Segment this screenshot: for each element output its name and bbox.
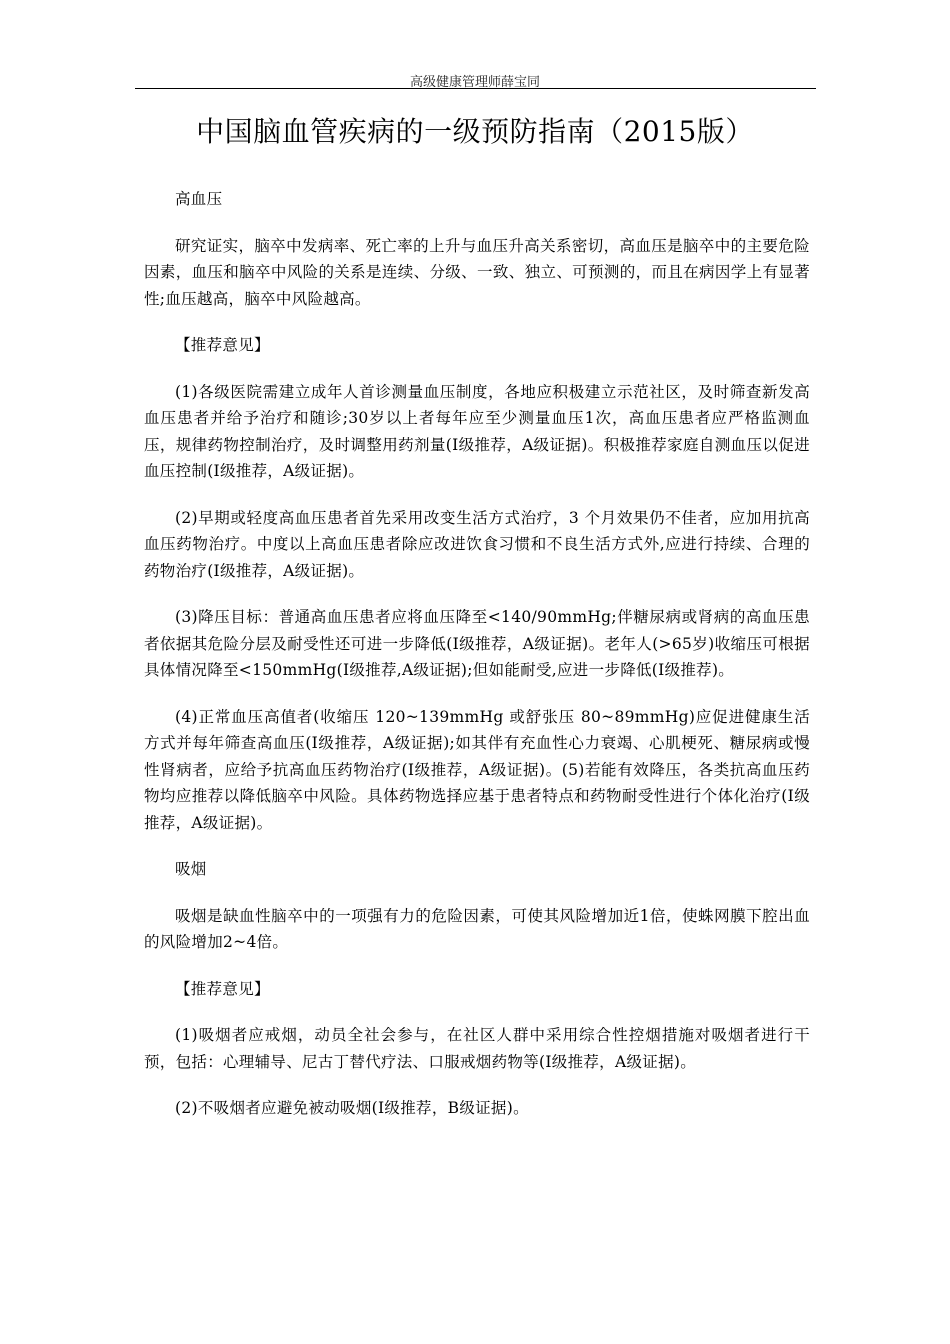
smoking-recommendation-item-1: (1)吸烟者应戒烟，动员全社会参与，在社区人群中采用综合性控烟措施对吸烟者进行干预，包括：心理辅导、尼古丁替代疗法、口服戒烟药物等(I级推荐，A级证据)。: [144, 1026, 810, 1071]
section-heading-smoking: 吸烟: [175, 860, 207, 878]
paragraph-smoking-intro: 吸烟是缺血性脑卒中的一项强有力的危险因素，可使其风险增加近1倍，使蛛网膜下腔出血的风险增加2~4倍。: [144, 906, 810, 951]
recommendation-item-1: (1)各级医院需建立成年人首诊测量血压制度，各地应积极建立示范社区，及时筛查新发高血压患者并给予治疗和随诊;30岁以上者每年应至少测量血压1次，高血压患者应严格监测血压，规律药物控制治疗，及时调整用药剂量(I级推荐，A级证据)。积极推荐家庭自测血压以促进血压控制(I级推荐，A级证据)。: [144, 382, 810, 480]
header-divider: [135, 88, 816, 89]
recommendation-item-4: (4)正常血压高值者(收缩压 120~139mmHg 或舒张压 80~89mmHg)应促进健康生活方式并每年筛查高血压(I级推荐，A级证据);如其伴有充血性心力衰竭、心肌梗死、糖尿病或慢性肾病者，应给予抗高血压药物治疗(I级推荐，A级证据)。(5)若能有效降压，各类抗高血压药物均应推荐以降低脑卒中风险。具体药物选择应基于患者特点和药物耐受性进行个体化治疗(I级推荐，A级证据)。: [144, 707, 810, 832]
document-title: 中国脑血管疾病的一级预防指南（2015版）: [196, 115, 754, 148]
recommendation-item-2: (2)早期或轻度高血压患者首先采用改变生活方式治疗，3 个月效果仍不佳者，应加用抗高血压药物治疗。中度以上高血压患者除应改进饮食习惯和不良生活方式外,应进行持续、合理的药物治疗(I级推荐，A级证据)。: [144, 508, 810, 580]
recommendation-item-3: (3)降压目标：普通高血压患者应将血压降至<140/90mmHg;伴糖尿病或肾病的高血压患者依据其危险分层及耐受性还可进一步降低(I级推荐，A级证据)。老年人(>65岁)收缩压可根据具体情况降至<150mmHg(I级推荐,A级证据);但如能耐受,应进一步降低(I级推荐)。: [144, 608, 810, 679]
section-heading-hypertension: 高血压: [175, 190, 223, 208]
paragraph-hypertension-intro: 研究证实，脑卒中发病率、死亡率的上升与血压升高关系密切，高血压是脑卒中的主要危险因素，血压和脑卒中风险的关系是连续、分级、一致、独立、可预测的，而且在病因学上有显著性;血压越高，脑卒中风险越高。: [144, 236, 810, 308]
smoking-recommendation-item-2: (2)不吸烟者应避免被动吸烟(I级推荐，B级证据)。: [175, 1099, 529, 1117]
recommendation-heading: 【推荐意见】: [175, 979, 270, 998]
page-header: 高级健康管理师薛宝同: [409, 75, 540, 90]
recommendation-heading: 【推荐意见】: [175, 336, 270, 354]
document-body: [144, 186, 810, 1122]
